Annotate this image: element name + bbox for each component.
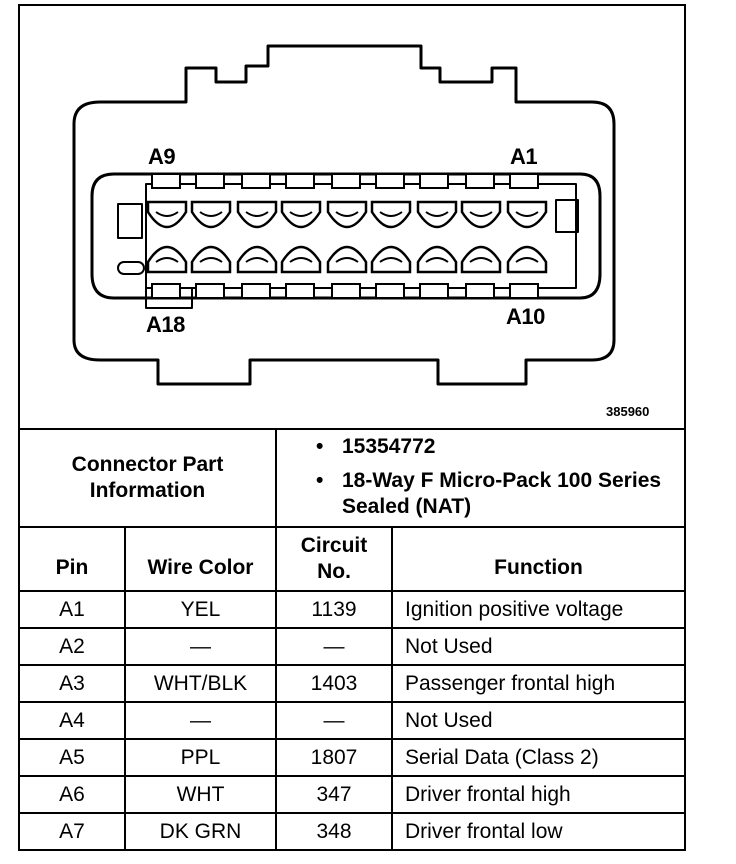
cell-function: Not Used	[405, 634, 493, 658]
pin-label-a9: A9	[148, 144, 176, 169]
connector-description: 18-Way F Micro-Pack 100 Series Sealed (NAT)	[342, 469, 662, 518]
header-circuit-no: Circuit No.	[300, 534, 368, 583]
cell-function: Driver frontal high	[405, 782, 571, 806]
figure-number: 385960	[606, 404, 650, 419]
pin-label-a18: A18	[146, 312, 185, 337]
cell-function: Passenger frontal high	[405, 671, 616, 695]
cell-pin: A7	[59, 819, 85, 843]
cell-circuit: 1403	[310, 671, 358, 695]
header-wire-color: Wire Color	[147, 556, 254, 579]
cell-function: Ignition positive voltage	[405, 597, 624, 621]
cell-wire-color: WHT/BLK	[153, 671, 248, 695]
cell-wire-color: WHT	[176, 782, 225, 806]
header-pin: Pin	[55, 556, 89, 579]
connector-sheet	[18, 4, 686, 851]
cell-circuit: 1139	[311, 597, 357, 621]
cell-function: Not Used	[405, 708, 493, 732]
cell-wire-color: YEL	[180, 597, 221, 621]
cell-pin: A2	[59, 634, 85, 658]
cell-pin: A5	[59, 745, 85, 769]
cell-wire-color: PPL	[180, 745, 221, 769]
connector-drawing	[20, 6, 684, 428]
cell-pin: A6	[59, 782, 85, 806]
cell-circuit: —	[323, 708, 345, 732]
divider	[275, 428, 277, 528]
cell-wire-color: —	[190, 634, 211, 658]
connector-info-list	[316, 434, 676, 528]
header-function: Function	[494, 556, 583, 579]
cell-function: Driver frontal low	[405, 819, 563, 843]
pin-label-a10: A10	[506, 304, 545, 329]
connector-info-item	[316, 434, 676, 460]
cell-circuit: 1807	[310, 745, 358, 769]
cell-wire-color: —	[190, 708, 211, 732]
connector-diagram	[20, 6, 684, 428]
connector-info-label: Connector Part Information	[71, 453, 224, 502]
cell-wire-color: DK GRN	[159, 819, 242, 843]
bullet: •	[316, 435, 324, 458]
bullet: •	[316, 469, 324, 492]
cell-pin: A4	[59, 708, 85, 732]
part-number: 15354772	[342, 435, 436, 458]
pin-label-a1: A1	[510, 144, 538, 169]
connector-info-item	[316, 468, 676, 520]
cell-pin: A3	[59, 671, 85, 695]
cell-function: Serial Data (Class 2)	[405, 745, 599, 769]
cell-pin: A1	[59, 597, 85, 621]
cell-circuit: 348	[316, 819, 352, 843]
cell-circuit: —	[323, 634, 345, 658]
cell-circuit: 347	[316, 782, 352, 806]
